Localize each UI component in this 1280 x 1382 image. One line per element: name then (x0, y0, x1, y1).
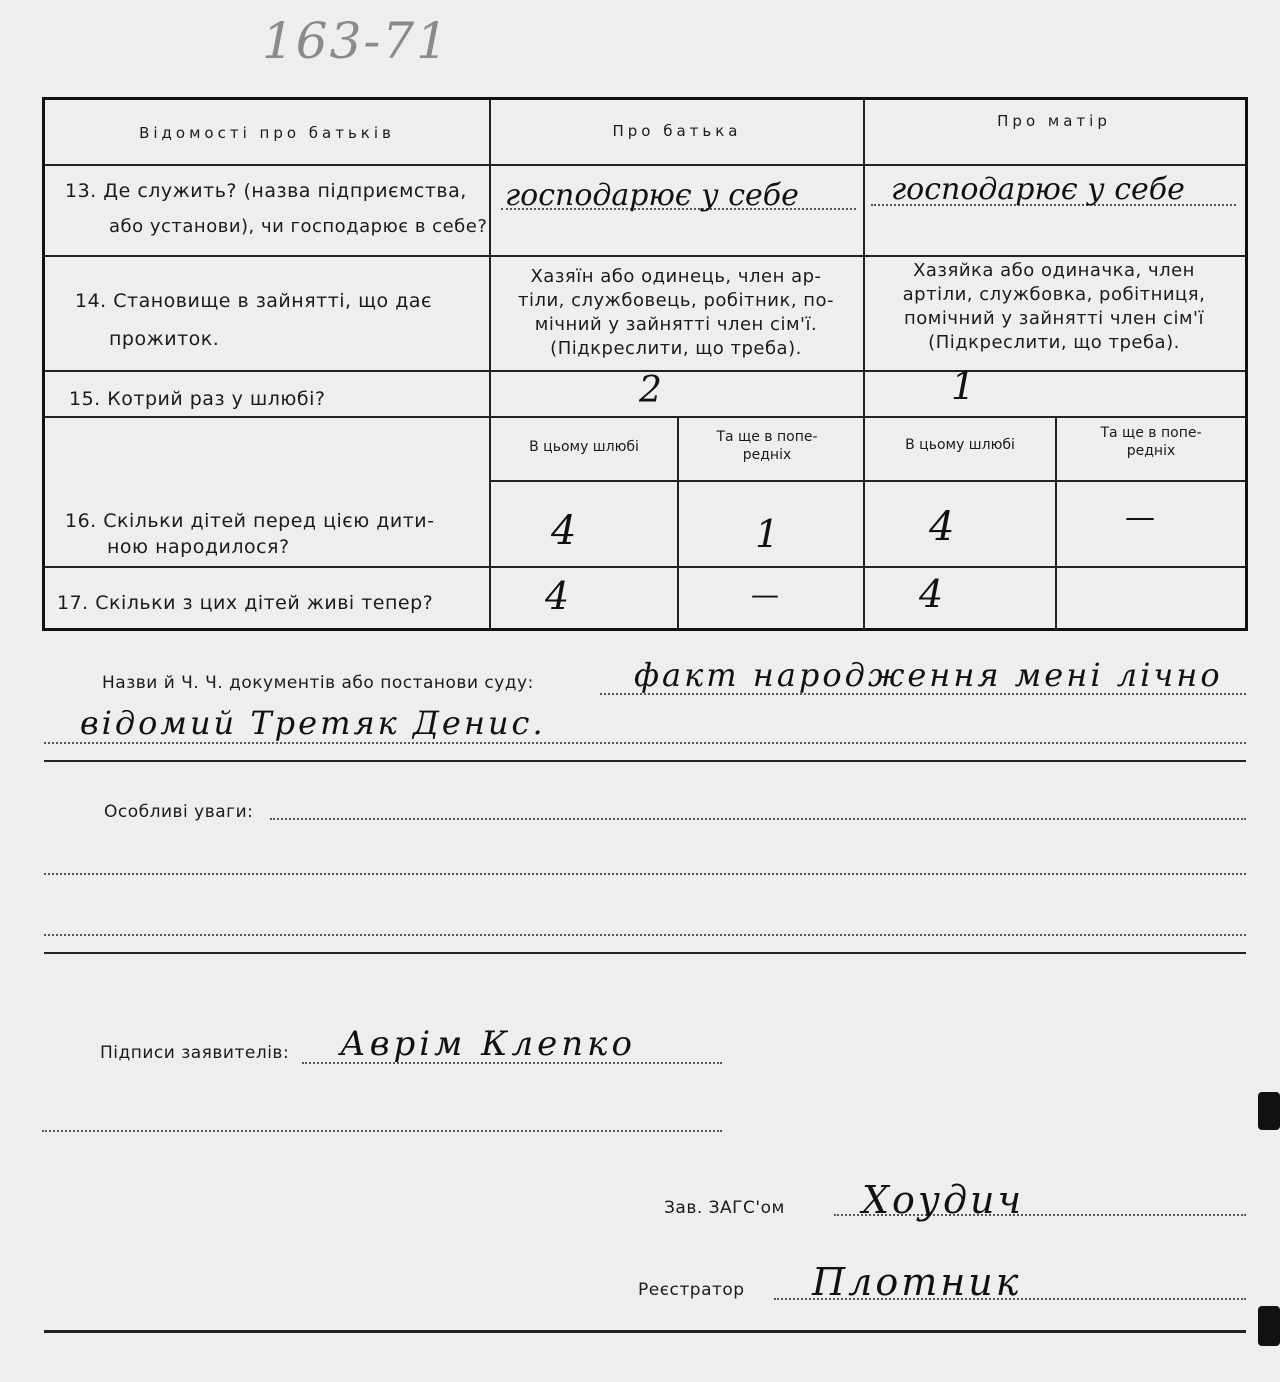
documents-line-2 (44, 742, 1246, 744)
q14-father-line1: Хазяїн або одинець, член ар- (530, 266, 822, 287)
q13-mother-answer: господарює у себе (891, 172, 1185, 207)
q17-label: 17. Скільки з цих дітей живі тепер? (57, 592, 434, 614)
q14-mother-line3: помічний у зайнятті член сім'ї (904, 308, 1204, 329)
q14-mother-line4: (Підкреслити, що треба). (928, 332, 1180, 353)
column-divider (489, 100, 491, 630)
q15-mother-answer: 1 (951, 364, 976, 408)
q14-label-line1: 14. Становище в зайнятті, що дає (75, 290, 432, 312)
q14-father-line3: мічний у зайнятті член сім'ї. (534, 314, 818, 335)
header-mother: Про матір (997, 112, 1111, 130)
q14-mother-line2: артіли, службовка, робітниця, (902, 284, 1206, 305)
q16-father-this-answer: 4 (551, 508, 577, 554)
subheader-father-previous-line2: редніх (742, 447, 792, 463)
documents-value-line1: факт народження мені лічно (634, 656, 1223, 694)
subheader-father-previous-line1: Та ще в попе- (716, 429, 818, 445)
applicants-signature-label: Підписи заявителів: (100, 1043, 290, 1063)
q14-label-line2: прожиток. (109, 328, 220, 350)
q15-father-answer: 2 (639, 370, 662, 411)
column-divider (863, 100, 865, 630)
row-divider (490, 480, 1245, 482)
q14-mother-line1: Хазяйка або одиначка, член (913, 260, 1195, 281)
q14-father-line2: тіли, службовець, робітник, по- (517, 290, 835, 311)
q13-label-line1: 13. Де служить? (назва підприємства, (65, 180, 467, 202)
applicants-signature: Аврім Клепко (340, 1024, 636, 1064)
registrar-signature: Плотник (812, 1260, 1022, 1304)
zags-head-signature: Хоудич (862, 1178, 1025, 1222)
q16-mother-previous-answer: — (1125, 500, 1155, 535)
subheader-mother-this-marriage: В цьому шлюбі (905, 437, 1015, 453)
remarks-line-1 (270, 818, 1246, 820)
header-parents-info: Відомості про батьків (139, 124, 395, 142)
row-divider (45, 566, 1245, 568)
q16-label-line1: 16. Скільки дітей перед цією дити- (65, 510, 435, 532)
q15-label: 15. Котрий раз у шлюбі? (69, 388, 326, 410)
q13-label-line2: або установи), чи господарює в себе? (109, 216, 488, 237)
applicants-signature-line-2 (42, 1130, 722, 1132)
q16-mother-this-answer: 4 (929, 504, 955, 550)
subheader-father-this-marriage: В цьому шлюбі (529, 439, 639, 455)
q16-label-line2: ною народилося? (107, 536, 290, 558)
remarks-line-3 (44, 934, 1246, 936)
zags-head-label: Зав. ЗАГС'ом (664, 1198, 785, 1218)
parents-info-table (42, 97, 1248, 631)
documents-label: Назви й Ч. Ч. документів або постанови суду: (102, 673, 534, 693)
documents-value-line2: відомий Третяк Денис. (80, 704, 546, 742)
q17-father-previous-answer: — (751, 578, 779, 611)
subheader-mother-previous-line2: редніх (1126, 443, 1176, 459)
punch-hole (1258, 1092, 1280, 1130)
punch-hole (1258, 1306, 1280, 1346)
q14-father-line4: (Підкреслити, що треба). (550, 338, 802, 359)
documents-rule (44, 760, 1246, 762)
q17-father-this-answer: 4 (545, 574, 570, 618)
q13-father-answer: господарює у себе (505, 178, 799, 213)
q17-mother-this-answer: 4 (919, 572, 944, 616)
row-divider (45, 255, 1245, 257)
remarks-rule (44, 952, 1246, 954)
q16-father-previous-answer: 1 (755, 512, 780, 556)
remarks-label: Особливі уваги: (104, 802, 254, 822)
registrar-label: Реєстратор (638, 1280, 745, 1300)
row-divider (45, 164, 1245, 166)
archive-mark: 163-71 (262, 12, 450, 70)
subheader-mother-previous-line1: Та ще в попе- (1100, 425, 1202, 441)
bottom-rule (44, 1330, 1246, 1333)
remarks-line-2 (44, 873, 1246, 875)
header-father: Про батька (612, 122, 742, 140)
